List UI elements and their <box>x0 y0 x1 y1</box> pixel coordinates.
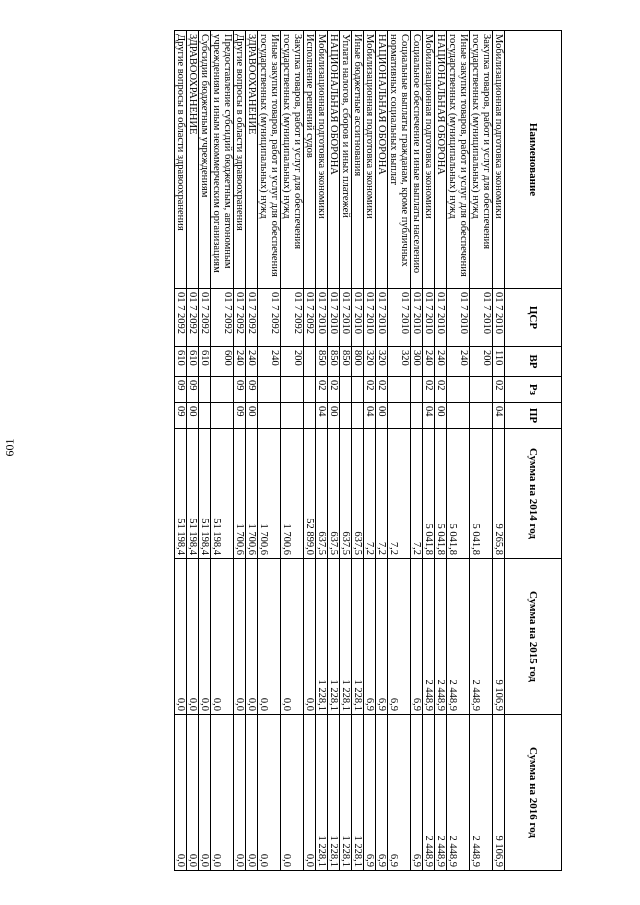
table-row <box>258 31 281 871</box>
cell-pr <box>211 403 234 429</box>
cell-csr: 01 7 2010 <box>388 289 411 347</box>
header-pr: ПР <box>505 403 562 429</box>
table-row <box>246 31 258 871</box>
cell-rz <box>447 377 470 403</box>
cell-2016: 2 448,9 <box>470 715 493 871</box>
table-row <box>411 31 423 871</box>
cell-csr: 01 7 2010 <box>411 289 423 347</box>
cell-2014: 1 700,6 <box>281 429 304 559</box>
cell-rz <box>304 377 316 403</box>
cell-rz: 02 <box>316 377 328 403</box>
cell-pr <box>281 403 304 429</box>
cell-rz <box>340 377 352 403</box>
cell-vr: 320 <box>388 347 411 377</box>
cell-vr: 850 <box>316 347 328 377</box>
table-row <box>211 31 234 871</box>
cell-csr: 01 7 2092 <box>187 289 199 347</box>
cell-csr: 01 7 2010 <box>493 289 505 347</box>
cell-2016: 2 448,9 <box>435 715 447 871</box>
cell-2014: 52 899,0 <box>304 429 316 559</box>
cell-csr: 01 7 2092 <box>304 289 316 347</box>
cell-name: Иные бюджетные ассигнования <box>352 31 364 289</box>
rotated-page <box>100 30 562 870</box>
cell-rz <box>211 377 234 403</box>
cell-name: Мобилизационная подготовка экономики <box>493 31 505 289</box>
cell-2014: 637,5 <box>352 429 364 559</box>
cell-csr: 01 7 2010 <box>470 289 493 347</box>
cell-vr: 610 <box>175 347 187 377</box>
cell-vr: 800 <box>352 347 364 377</box>
cell-vr: 600 <box>211 347 234 377</box>
cell-2014: 7,2 <box>364 429 376 559</box>
cell-rz <box>388 377 411 403</box>
table-row <box>304 31 316 871</box>
cell-rz <box>258 377 281 403</box>
header-2015: Сумма на 2015 год <box>505 559 562 715</box>
table-row <box>234 31 246 871</box>
cell-2014: 637,5 <box>328 429 340 559</box>
cell-pr <box>447 403 470 429</box>
cell-2015: 6,9 <box>364 559 376 715</box>
cell-rz: 02 <box>328 377 340 403</box>
cell-2014: 637,5 <box>316 429 328 559</box>
table-row <box>493 31 505 871</box>
header-name: Наименование <box>505 31 562 289</box>
cell-2016: 1 228,1 <box>340 715 352 871</box>
cell-2015: 0,0 <box>304 559 316 715</box>
cell-vr: 320 <box>364 347 376 377</box>
cell-name: НАЦИОНАЛЬНАЯ ОБОРОНА <box>435 31 447 289</box>
cell-rz: 02 <box>423 377 435 403</box>
cell-csr: 01 7 2010 <box>447 289 470 347</box>
cell-2015: 0,0 <box>246 559 258 715</box>
table-row <box>364 31 376 871</box>
cell-pr: 00 <box>246 403 258 429</box>
cell-2014: 5 041,8 <box>470 429 493 559</box>
cell-pr <box>304 403 316 429</box>
cell-2015: 0,0 <box>234 559 246 715</box>
cell-2014: 1 700,6 <box>258 429 281 559</box>
cell-name: Уплата налогов, сборов и иных платежей <box>340 31 352 289</box>
cell-vr: 200 <box>470 347 493 377</box>
cell-rz: 02 <box>493 377 505 403</box>
cell-2014: 5 041,8 <box>435 429 447 559</box>
cell-2015: 0,0 <box>199 559 211 715</box>
cell-rz: 02 <box>435 377 447 403</box>
cell-csr: 01 7 2010 <box>316 289 328 347</box>
cell-pr: 04 <box>423 403 435 429</box>
table-row <box>435 31 447 871</box>
cell-pr: 04 <box>364 403 376 429</box>
cell-2016: 6,9 <box>364 715 376 871</box>
cell-csr: 01 7 2010 <box>376 289 388 347</box>
cell-vr <box>304 347 316 377</box>
table-row <box>187 31 199 871</box>
cell-2016: 0,0 <box>281 715 304 871</box>
cell-vr: 240 <box>423 347 435 377</box>
header-csr: ЦСР <box>505 289 562 347</box>
cell-2016: 6,9 <box>411 715 423 871</box>
header-2014: Сумма на 2014 год <box>505 429 562 559</box>
cell-name: Социальные выплаты гражданам, кроме публичных нормативных социальных выплат <box>388 31 411 289</box>
table-row <box>199 31 211 871</box>
table-body <box>175 31 505 871</box>
cell-vr: 610 <box>187 347 199 377</box>
cell-vr: 240 <box>258 347 281 377</box>
cell-vr: 240 <box>435 347 447 377</box>
cell-2014: 51 198,4 <box>211 429 234 559</box>
cell-2015: 1 228,1 <box>352 559 364 715</box>
cell-name: Иные закупки товаров, работ и услуг для обеспечения государственных (муниципальных) нужд <box>258 31 281 289</box>
cell-2015: 1 228,1 <box>316 559 328 715</box>
cell-2016: 1 228,1 <box>352 715 364 871</box>
cell-pr <box>388 403 411 429</box>
cell-2015: 0,0 <box>187 559 199 715</box>
cell-rz: 09 <box>246 377 258 403</box>
cell-name: Исполнение решений судов <box>304 31 316 289</box>
cell-rz: 02 <box>376 377 388 403</box>
cell-name: Мобилизационная подготовка экономики <box>316 31 328 289</box>
cell-name: Другие вопросы в области здравоохранения <box>175 31 187 289</box>
cell-rz: 02 <box>364 377 376 403</box>
cell-2016: 6,9 <box>388 715 411 871</box>
table-row <box>388 31 411 871</box>
cell-2016: 2 448,9 <box>447 715 470 871</box>
cell-2014: 51 198,4 <box>175 429 187 559</box>
cell-2015: 1 228,1 <box>340 559 352 715</box>
table-row <box>328 31 340 871</box>
cell-csr: 01 7 2092 <box>246 289 258 347</box>
cell-pr: 00 <box>328 403 340 429</box>
cell-2015: 0,0 <box>175 559 187 715</box>
cell-name: Закупка товаров, работ и услуг для обеспечения государственных (муниципальных) нужд <box>470 31 493 289</box>
cell-rz <box>470 377 493 403</box>
cell-2016: 0,0 <box>304 715 316 871</box>
cell-vr: 240 <box>234 347 246 377</box>
cell-vr: 850 <box>340 347 352 377</box>
cell-2016: 0,0 <box>246 715 258 871</box>
cell-rz <box>199 377 211 403</box>
cell-2015: 2 448,9 <box>423 559 435 715</box>
cell-2015: 6,9 <box>376 559 388 715</box>
cell-vr: 200 <box>281 347 304 377</box>
cell-name: НАЦИОНАЛЬНАЯ ОБОРОНА <box>328 31 340 289</box>
budget-table <box>174 30 562 871</box>
cell-pr <box>411 403 423 429</box>
cell-2014: 1 700,6 <box>234 429 246 559</box>
cell-2016: 1 228,1 <box>316 715 328 871</box>
cell-2015: 9 106,9 <box>493 559 505 715</box>
cell-pr: 09 <box>175 403 187 429</box>
cell-pr: 04 <box>493 403 505 429</box>
cell-name: Другие вопросы в области здравоохранения <box>234 31 246 289</box>
table-row <box>423 31 435 871</box>
cell-pr <box>352 403 364 429</box>
cell-2016: 0,0 <box>175 715 187 871</box>
cell-2014: 7,2 <box>388 429 411 559</box>
cell-2015: 0,0 <box>281 559 304 715</box>
cell-2015: 2 448,9 <box>435 559 447 715</box>
cell-2016: 0,0 <box>187 715 199 871</box>
cell-2014: 9 265,8 <box>493 429 505 559</box>
cell-2016: 0,0 <box>234 715 246 871</box>
cell-pr: 09 <box>234 403 246 429</box>
cell-vr: 240 <box>246 347 258 377</box>
cell-pr <box>258 403 281 429</box>
table-row <box>175 31 187 871</box>
cell-name: Мобилизационная подготовка экономики <box>364 31 376 289</box>
cell-name: Социальное обеспечение и иные выплаты населению <box>411 31 423 289</box>
header-rz: Рз <box>505 377 562 403</box>
cell-vr: 240 <box>447 347 470 377</box>
cell-2015: 0,0 <box>211 559 234 715</box>
cell-pr <box>470 403 493 429</box>
cell-name: Иные закупки товаров, работ и услуг для обеспечения государственных (муниципальных) нужд <box>447 31 470 289</box>
cell-2015: 2 448,9 <box>470 559 493 715</box>
cell-pr <box>199 403 211 429</box>
cell-name: Мобилизационная подготовка экономики <box>423 31 435 289</box>
cell-2015: 2 448,9 <box>447 559 470 715</box>
cell-2016: 0,0 <box>211 715 234 871</box>
cell-2014: 51 198,4 <box>199 429 211 559</box>
cell-2016: 2 448,9 <box>423 715 435 871</box>
cell-pr: 04 <box>316 403 328 429</box>
cell-rz: 09 <box>175 377 187 403</box>
cell-name: Субсидии бюджетным учреждениям <box>199 31 211 289</box>
cell-name: Закупка товаров, работ и услуг для обеспечения государственных (муниципальных) нужд <box>281 31 304 289</box>
cell-csr: 01 7 2010 <box>340 289 352 347</box>
cell-2015: 1 228,1 <box>328 559 340 715</box>
cell-csr: 01 7 2092 <box>175 289 187 347</box>
cell-name: ЗДРАВООХРАНЕНИЕ <box>187 31 199 289</box>
cell-rz <box>281 377 304 403</box>
cell-vr: 320 <box>376 347 388 377</box>
cell-rz <box>411 377 423 403</box>
cell-pr: 00 <box>376 403 388 429</box>
cell-2016: 0,0 <box>258 715 281 871</box>
header-vr: ВР <box>505 347 562 377</box>
cell-2014: 5 041,8 <box>423 429 435 559</box>
cell-csr: 01 7 2092 <box>281 289 304 347</box>
cell-vr: 610 <box>199 347 211 377</box>
cell-vr: 850 <box>328 347 340 377</box>
cell-pr <box>340 403 352 429</box>
cell-name: Предоставление субсидий бюджетным, автономным учреждениям и иным некоммерческим организациям <box>211 31 234 289</box>
cell-2014: 637,5 <box>340 429 352 559</box>
cell-2016: 0,0 <box>199 715 211 871</box>
cell-2016: 1 228,1 <box>328 715 340 871</box>
table-header-row <box>505 31 562 871</box>
cell-vr: 110 <box>493 347 505 377</box>
table-row <box>352 31 364 871</box>
cell-csr: 01 7 2010 <box>328 289 340 347</box>
cell-csr: 01 7 2092 <box>234 289 246 347</box>
cell-2014: 7,2 <box>376 429 388 559</box>
table-row <box>340 31 352 871</box>
cell-csr: 01 7 2092 <box>199 289 211 347</box>
cell-csr: 01 7 2092 <box>211 289 234 347</box>
table-row <box>316 31 328 871</box>
table-row <box>376 31 388 871</box>
cell-rz: 09 <box>234 377 246 403</box>
cell-2014: 7,2 <box>411 429 423 559</box>
cell-rz <box>352 377 364 403</box>
table-row <box>281 31 304 871</box>
cell-csr: 01 7 2010 <box>352 289 364 347</box>
cell-name: ЗДРАВООХРАНЕНИЕ <box>246 31 258 289</box>
cell-2015: 6,9 <box>388 559 411 715</box>
cell-2014: 1 700,6 <box>246 429 258 559</box>
cell-vr: 300 <box>411 347 423 377</box>
cell-2016: 6,9 <box>376 715 388 871</box>
cell-2015: 0,0 <box>258 559 281 715</box>
cell-pr: 00 <box>187 403 199 429</box>
cell-pr: 00 <box>435 403 447 429</box>
header-2016: Сумма на 2016 год <box>505 715 562 871</box>
cell-2015: 6,9 <box>411 559 423 715</box>
cell-csr: 01 7 2092 <box>258 289 281 347</box>
cell-2014: 51 198,4 <box>187 429 199 559</box>
cell-csr: 01 7 2010 <box>364 289 376 347</box>
table-row <box>447 31 470 871</box>
cell-csr: 01 7 2010 <box>435 289 447 347</box>
cell-rz: 09 <box>187 377 199 403</box>
cell-name: НАЦИОНАЛЬНАЯ ОБОРОНА <box>376 31 388 289</box>
cell-csr: 01 7 2010 <box>423 289 435 347</box>
cell-2016: 9 106,9 <box>493 715 505 871</box>
table-row <box>470 31 493 871</box>
page-number-text: 601 <box>2 438 17 457</box>
page-number <box>0 440 20 455</box>
cell-2014: 5 041,8 <box>447 429 470 559</box>
